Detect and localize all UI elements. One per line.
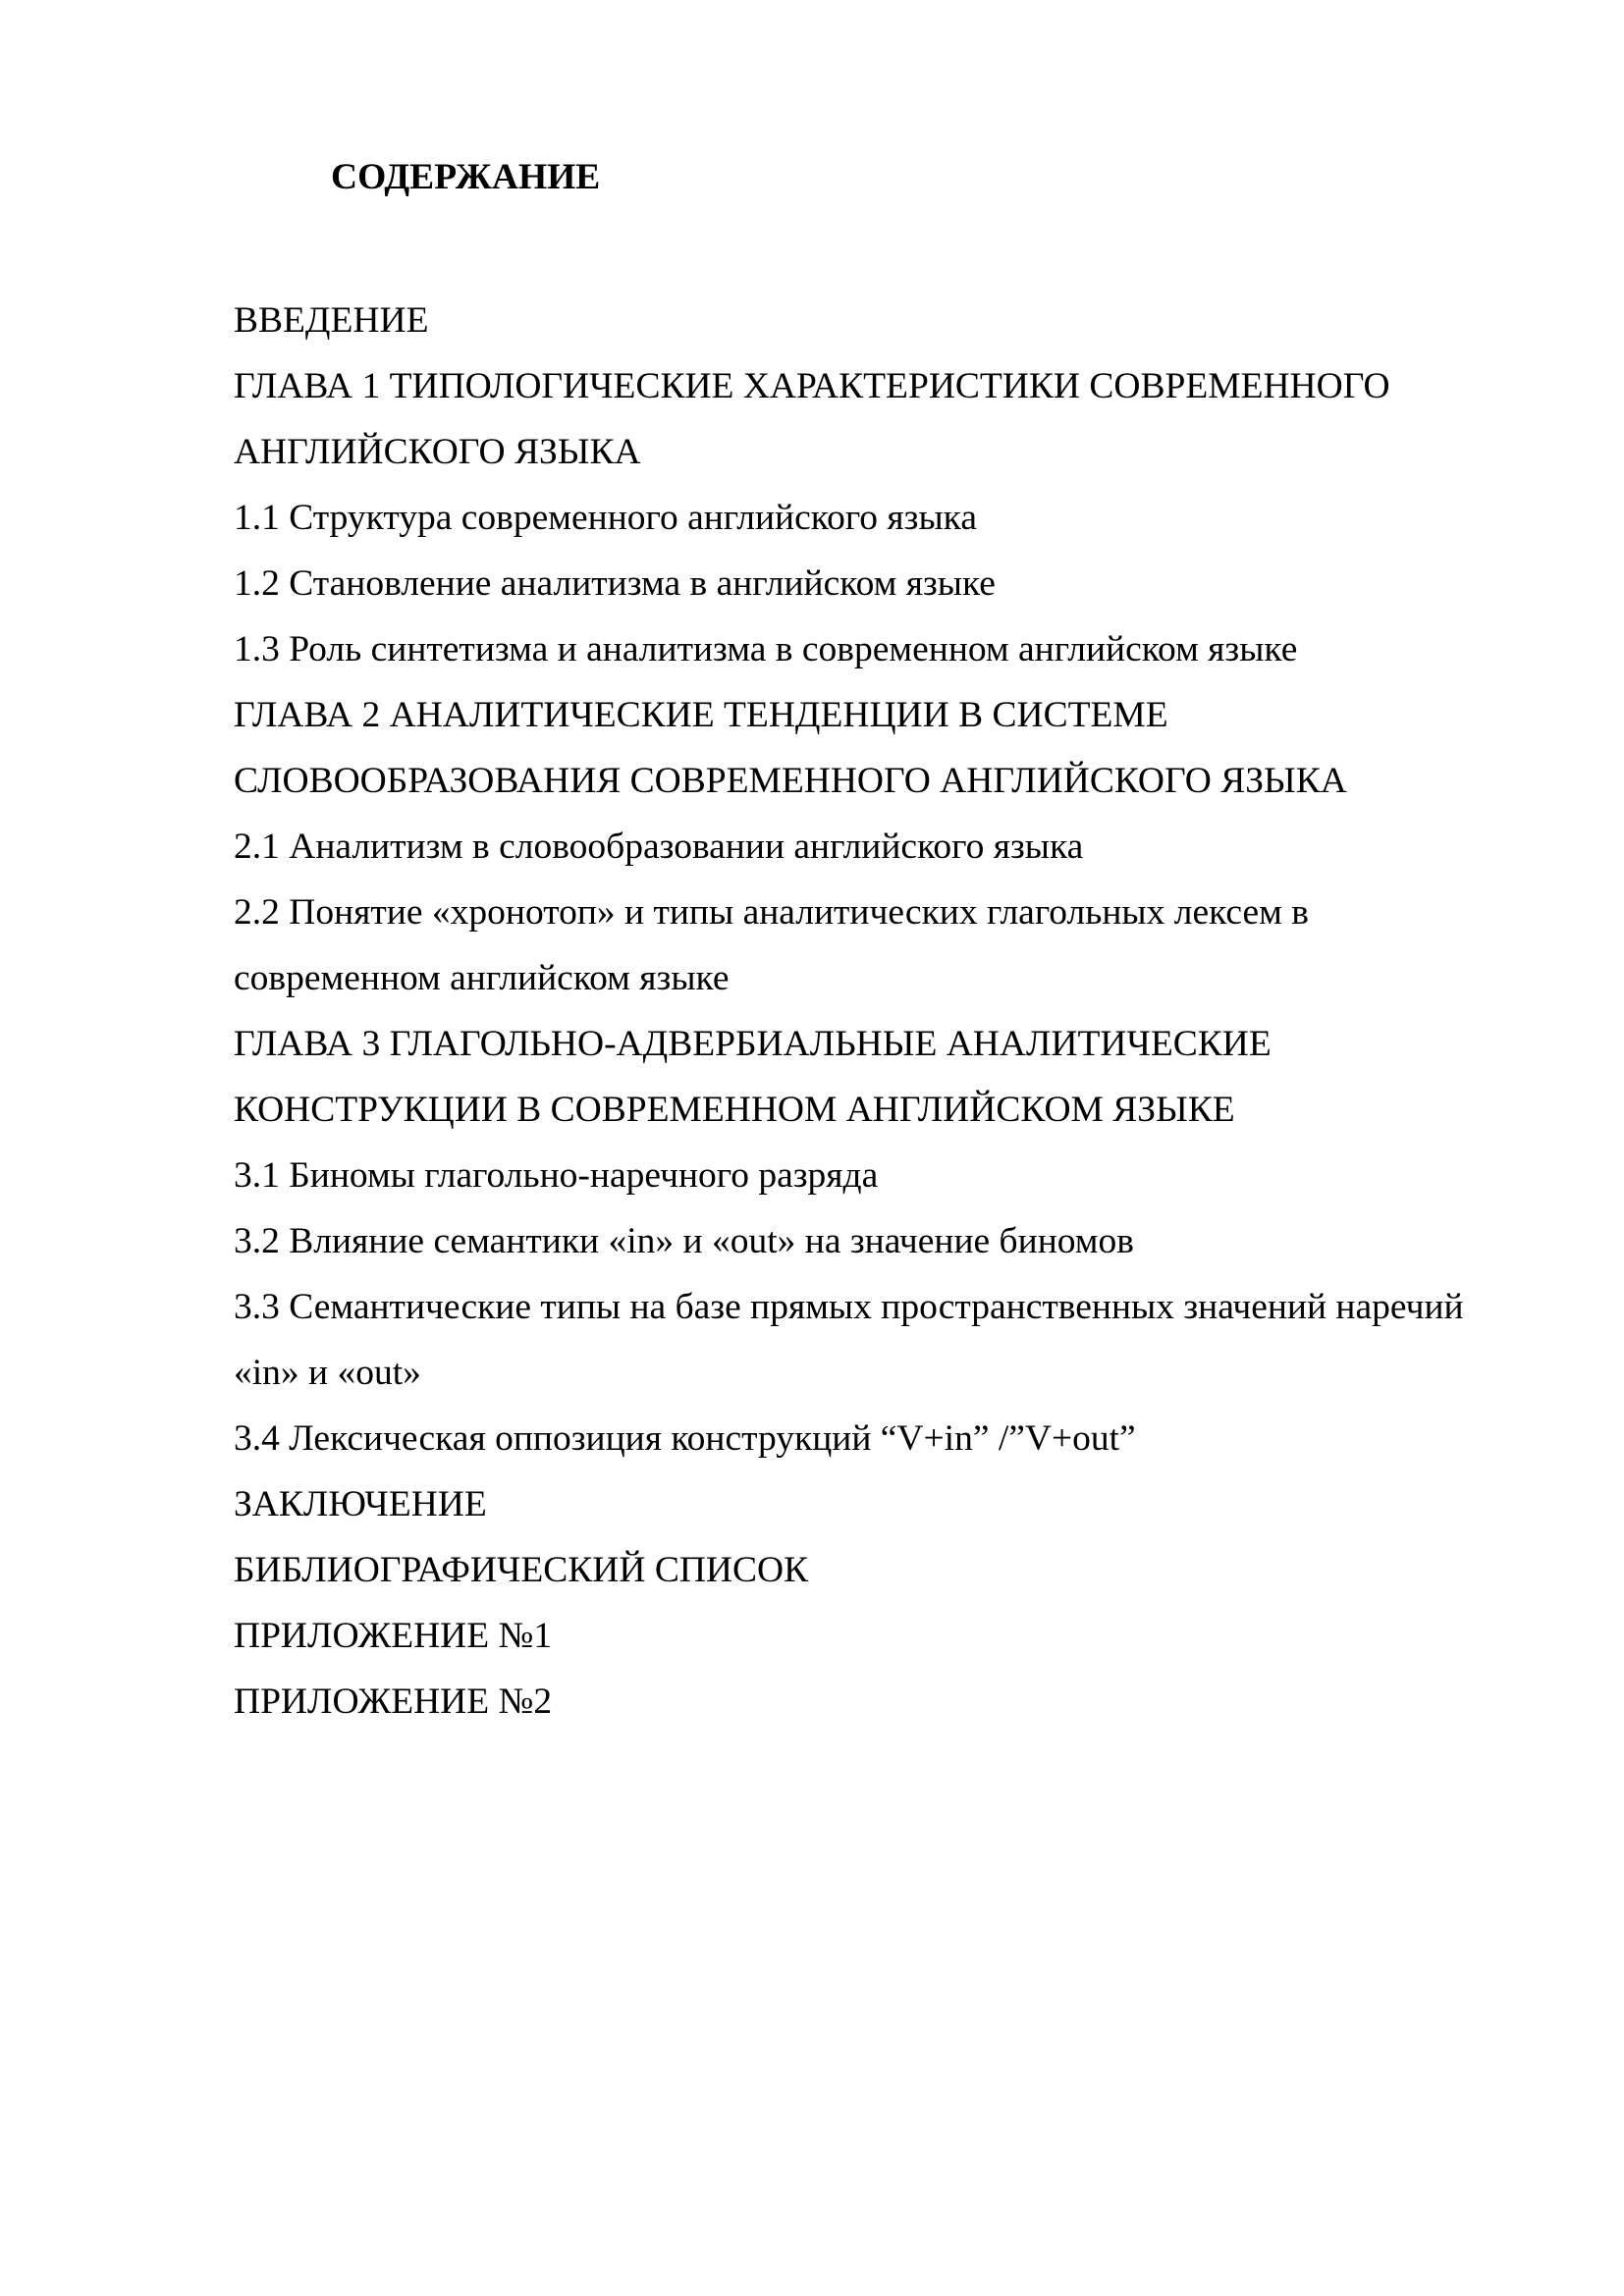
toc-entry-chapter-3-cont: КОНСТРУКЦИИ В СОВРЕМЕННОМ АНГЛИЙСКОМ ЯЗЫКЕ <box>234 1090 1235 1130</box>
toc-entry-2-2: 2.2 Понятие «хронотоп» и типы аналитических глагольных лексем в <box>234 892 1309 933</box>
toc-entry-1-1: 1.1 Структура современного английского языка <box>234 498 977 538</box>
toc-entry-2-2-cont: современном английском языке <box>234 958 730 998</box>
toc-entry-3-3: 3.3 Семантические типы на базе прямых пространственных значений наречий <box>234 1287 1464 1327</box>
toc-entry-appendix-1: ПРИЛОЖЕНИЕ №1 <box>234 1616 553 1656</box>
toc-entry-chapter-1: ГЛАВА 1 ТИПОЛОГИЧЕСКИЕ ХАРАКТЕРИСТИКИ СОВРЕМЕННОГО <box>234 366 1390 406</box>
toc-entry-conclusion: ЗАКЛЮЧЕНИЕ <box>234 1484 487 1524</box>
toc-entry-1-3: 1.3 Роль синтетизма и аналитизма в современном английском языке <box>234 629 1298 669</box>
toc-entry-introduction: ВВЕДЕНИЕ <box>234 300 429 341</box>
toc-entry-3-3-cont: «in» и «out» <box>234 1353 421 1393</box>
toc-title: СОДЕРЖАНИЕ <box>331 157 601 197</box>
toc-entry-chapter-2: ГЛАВА 2 АНАЛИТИЧЕСКИЕ ТЕНДЕНЦИИ В СИСТЕМЕ <box>234 695 1168 735</box>
toc-entry-3-1: 3.1 Биномы глагольно-наречного разряда <box>234 1155 879 1196</box>
toc-entry-3-4: 3.4 Лексическая оппозиция конструкций “V+in” /”V+out” <box>234 1418 1136 1459</box>
toc-entry-3-2: 3.2 Влияние семантики «in» и «out» на значение биномов <box>234 1221 1134 1261</box>
toc-entry-bibliography: БИБЛИОГРАФИЧЕСКИЙ СПИСОК <box>234 1550 809 1590</box>
toc-entry-appendix-2: ПРИЛОЖЕНИЕ №2 <box>234 1682 553 1722</box>
toc-list <box>234 288 1464 1735</box>
toc-entry-chapter-3: ГЛАВА 3 ГЛАГОЛЬНО-АДВЕРБИАЛЬНЫЕ АНАЛИТИЧЕСКИЕ <box>234 1024 1272 1064</box>
toc-entry-chapter-2-cont: СЛОВООБРАЗОВАНИЯ СОВРЕМЕННОГО АНГЛИЙСКОГО ЯЗЫКА <box>234 761 1347 801</box>
toc-entry-chapter-1-cont: АНГЛИЙСКОГО ЯЗЫКА <box>234 432 641 472</box>
toc-entry-1-2: 1.2 Становление аналитизма в английском языке <box>234 563 996 604</box>
toc-entry-2-1: 2.1 Аналитизм в словообразовании английского языка <box>234 827 1084 867</box>
